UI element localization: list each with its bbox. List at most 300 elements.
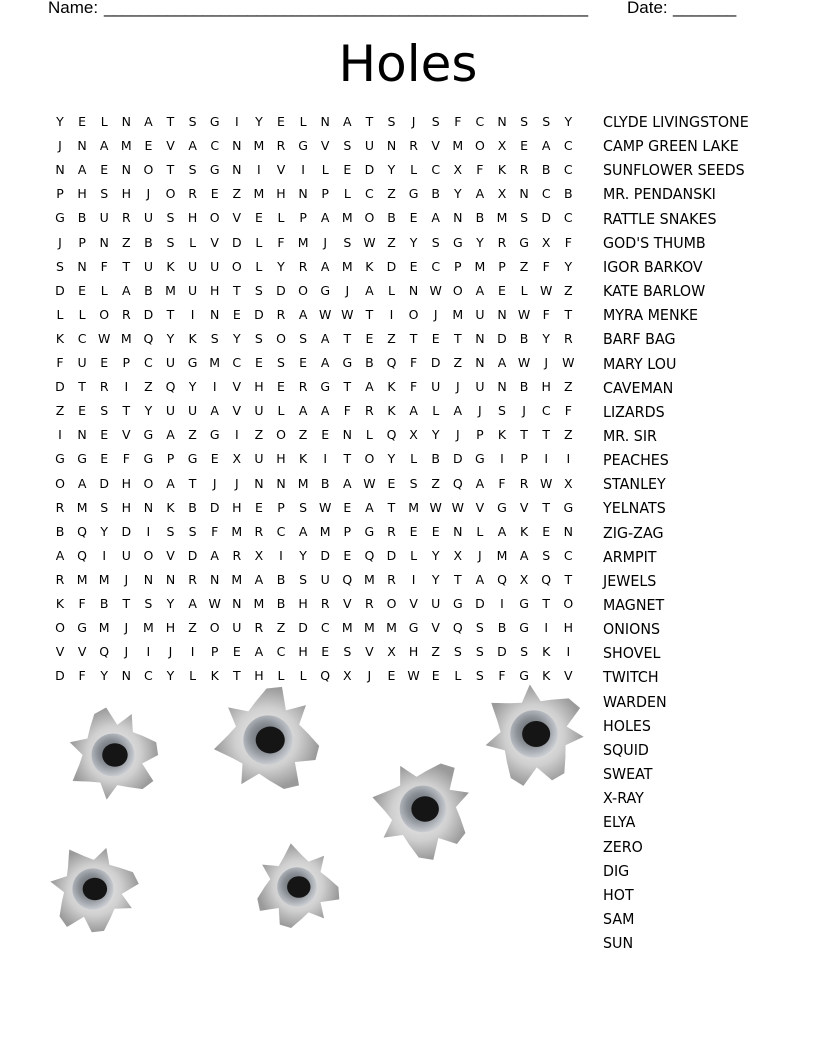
grid-letter[interactable]: W [429, 499, 442, 515]
grid-letter[interactable]: J [367, 668, 372, 684]
grid-letter[interactable]: T [166, 162, 175, 178]
grid-letter[interactable]: D [497, 330, 507, 346]
grid-letter[interactable]: K [166, 499, 175, 515]
grid-letter[interactable]: N [519, 186, 529, 202]
grid-letter[interactable]: A [475, 186, 485, 202]
grid-letter[interactable]: K [387, 403, 396, 419]
grid-letter[interactable]: I [566, 644, 571, 660]
grid-letter[interactable]: G [452, 234, 463, 250]
grid-letter[interactable]: Z [519, 258, 529, 274]
grid-letter[interactable]: M [76, 499, 88, 515]
grid-letter[interactable]: A [188, 596, 197, 611]
grid-letter[interactable]: E [254, 355, 263, 370]
grid-letter[interactable]: J [212, 475, 217, 491]
grid-letter[interactable]: E [210, 186, 219, 202]
grid-letter[interactable]: T [453, 330, 462, 346]
grid-letter[interactable]: L [255, 258, 263, 274]
grid-letter[interactable]: H [121, 186, 131, 202]
grid-letter[interactable]: M [386, 620, 397, 636]
grid-letter[interactable]: J [146, 186, 151, 202]
grid-letter[interactable]: M [120, 138, 132, 154]
grid-letter[interactable]: N [497, 306, 507, 322]
grid-letter[interactable]: L [343, 186, 351, 202]
grid-letter[interactable]: N [121, 668, 131, 684]
grid-letter[interactable]: O [165, 186, 176, 202]
grid-letter[interactable]: G [209, 162, 220, 178]
grid-letter[interactable]: G [563, 499, 574, 515]
grid-letter[interactable]: A [497, 523, 507, 539]
grid-letter[interactable]: U [364, 138, 374, 154]
grid-letter[interactable]: J [433, 306, 438, 322]
grid-letter[interactable]: I [190, 306, 195, 322]
grid-letter[interactable]: F [277, 234, 285, 250]
grid-letter[interactable]: P [277, 499, 285, 515]
grid-letter[interactable]: S [520, 210, 529, 226]
grid-letter[interactable]: N [143, 499, 154, 515]
grid-letter[interactable]: V [122, 427, 131, 443]
grid-letter[interactable]: H [408, 644, 419, 660]
grid-letter[interactable]: I [102, 547, 107, 563]
grid-letter[interactable]: A [343, 475, 352, 491]
grid-letter[interactable]: E [431, 668, 440, 684]
grid-letter[interactable]: G [497, 499, 507, 515]
grid-letter[interactable]: N [232, 596, 242, 611]
grid-letter[interactable]: E [277, 114, 285, 129]
grid-letter[interactable]: V [77, 644, 87, 660]
name-field[interactable]: ______________________________________________________ [104, 0, 588, 17]
grid-letter[interactable]: V [475, 499, 485, 515]
grid-letter[interactable]: B [387, 210, 396, 226]
grid-letter[interactable]: I [234, 114, 239, 129]
grid-letter[interactable]: J [345, 282, 350, 298]
grid-letter[interactable]: S [277, 355, 285, 370]
grid-letter[interactable]: U [475, 306, 485, 322]
grid-letter[interactable]: M [253, 186, 265, 202]
grid-letter[interactable]: A [298, 306, 308, 322]
grid-letter[interactable]: D [143, 306, 154, 322]
grid-letter[interactable]: G [55, 210, 65, 226]
grid-letter[interactable]: K [166, 258, 175, 274]
grid-letter[interactable]: S [475, 668, 484, 684]
grid-letter[interactable]: T [188, 475, 197, 491]
grid-letter[interactable]: F [100, 258, 108, 274]
grid-letter[interactable]: M [496, 210, 508, 226]
grid-letter[interactable]: N [121, 162, 131, 178]
grid-letter[interactable]: A [210, 403, 219, 419]
grid-letter[interactable]: S [299, 499, 308, 515]
grid-letter[interactable]: M [341, 258, 353, 274]
grid-letter[interactable]: Q [165, 379, 176, 395]
grid-letter[interactable]: A [541, 138, 551, 154]
grid-letter[interactable]: O [143, 547, 154, 563]
grid-letter[interactable]: N [342, 427, 352, 443]
grid-letter[interactable]: C [144, 355, 153, 370]
grid-letter[interactable]: N [210, 306, 220, 322]
grid-letter[interactable]: M [297, 475, 309, 491]
grid-letter[interactable]: L [299, 114, 307, 129]
grid-letter[interactable]: D [386, 547, 397, 563]
grid-letter[interactable]: E [232, 306, 241, 322]
grid-letter[interactable]: Y [144, 403, 153, 419]
grid-letter[interactable]: T [542, 427, 550, 443]
grid-letter[interactable]: D [99, 475, 109, 491]
grid-letter[interactable]: A [475, 282, 485, 298]
grid-letter[interactable]: J [58, 138, 62, 154]
grid-letter[interactable]: F [542, 258, 550, 274]
grid-letter[interactable]: F [78, 668, 86, 684]
grid-letter[interactable]: A [320, 210, 330, 226]
grid-letter[interactable]: R [365, 403, 374, 419]
grid-letter[interactable]: Q [99, 644, 110, 660]
grid-letter[interactable]: L [321, 162, 329, 178]
grid-letter[interactable]: O [452, 282, 463, 298]
grid-letter[interactable]: V [409, 596, 418, 611]
grid-letter[interactable]: N [232, 162, 242, 178]
grid-letter[interactable]: H [232, 499, 242, 515]
grid-letter[interactable]: P [166, 451, 175, 467]
grid-letter[interactable]: Q [541, 571, 552, 587]
grid-letter[interactable]: V [365, 644, 374, 660]
grid-letter[interactable]: Y [431, 571, 440, 587]
grid-letter[interactable]: L [100, 114, 108, 129]
grid-letter[interactable]: U [165, 403, 176, 419]
grid-letter[interactable]: R [387, 571, 396, 587]
grid-letter[interactable]: A [122, 282, 131, 298]
grid-letter[interactable]: X [497, 186, 507, 202]
grid-letter[interactable]: J [323, 234, 328, 250]
grid-letter[interactable]: I [146, 523, 151, 539]
grid-letter[interactable]: P [520, 451, 528, 467]
grid-letter[interactable]: W [429, 282, 442, 298]
grid-letter[interactable]: D [55, 282, 65, 298]
grid-letter[interactable]: L [189, 234, 197, 250]
grid-letter[interactable]: D [254, 306, 264, 322]
grid-letter[interactable]: X [453, 547, 463, 563]
grid-letter[interactable]: C [276, 523, 286, 539]
grid-letter[interactable]: P [56, 186, 64, 202]
grid-letter[interactable]: R [276, 306, 286, 322]
grid-letter[interactable]: C [431, 258, 441, 274]
grid-letter[interactable]: Y [232, 330, 241, 346]
grid-letter[interactable]: S [409, 475, 418, 491]
grid-letter[interactable]: F [476, 162, 484, 178]
grid-letter[interactable]: R [298, 258, 308, 274]
grid-letter[interactable]: U [188, 258, 198, 274]
grid-letter[interactable]: M [165, 282, 176, 298]
grid-letter[interactable]: Z [431, 644, 440, 660]
grid-letter[interactable]: D [475, 596, 485, 611]
grid-letter[interactable]: U [254, 451, 264, 467]
grid-letter[interactable]: N [210, 571, 220, 587]
grid-letter[interactable]: S [166, 234, 175, 250]
grid-letter[interactable]: T [542, 596, 550, 611]
grid-letter[interactable]: U [143, 210, 153, 226]
grid-letter[interactable]: E [100, 355, 109, 370]
grid-letter[interactable]: T [564, 306, 573, 322]
grid-letter[interactable]: E [431, 330, 440, 346]
grid-letter[interactable]: R [563, 330, 573, 346]
grid-letter[interactable]: D [452, 451, 463, 467]
grid-letter[interactable]: P [498, 258, 506, 274]
grid-letter[interactable]: R [320, 596, 330, 611]
grid-letter[interactable]: A [365, 379, 374, 395]
grid-letter[interactable]: Q [143, 330, 154, 346]
grid-letter[interactable]: W [407, 668, 420, 684]
grid-letter[interactable]: A [166, 475, 175, 491]
grid-letter[interactable]: T [122, 403, 131, 419]
grid-letter[interactable]: N [55, 162, 65, 178]
grid-letter[interactable]: Y [387, 162, 396, 178]
grid-letter[interactable]: Z [55, 403, 65, 419]
grid-letter[interactable]: A [475, 571, 485, 587]
grid-letter[interactable]: I [389, 306, 394, 322]
grid-letter[interactable]: T [166, 114, 175, 129]
grid-letter[interactable]: Z [298, 427, 308, 443]
grid-letter[interactable]: T [365, 114, 374, 129]
grid-letter[interactable]: M [341, 210, 353, 226]
grid-letter[interactable]: Y [188, 379, 197, 395]
grid-letter[interactable]: N [143, 571, 154, 587]
grid-letter[interactable]: K [542, 668, 551, 684]
grid-letter[interactable]: U [188, 403, 198, 419]
grid-letter[interactable]: T [232, 282, 241, 298]
grid-letter[interactable]: F [454, 114, 462, 129]
grid-letter[interactable]: Y [299, 547, 307, 563]
grid-letter[interactable]: F [564, 234, 572, 250]
grid-letter[interactable]: T [409, 330, 418, 346]
grid-letter[interactable]: X [409, 427, 418, 443]
grid-letter[interactable]: W [208, 596, 221, 611]
grid-letter[interactable]: Z [564, 379, 573, 395]
grid-letter[interactable]: J [478, 403, 482, 419]
grid-letter[interactable]: F [343, 403, 351, 419]
grid-letter[interactable]: S [100, 499, 109, 515]
grid-letter[interactable]: E [409, 210, 418, 226]
grid-letter[interactable]: K [497, 427, 507, 443]
grid-letter[interactable]: O [298, 282, 309, 298]
grid-letter[interactable]: A [77, 475, 87, 491]
grid-letter[interactable]: B [365, 355, 374, 370]
grid-letter[interactable]: V [232, 210, 242, 226]
grid-letter[interactable]: O [563, 596, 574, 611]
grid-letter[interactable]: Q [386, 355, 397, 370]
grid-letter[interactable]: S [520, 644, 529, 660]
grid-letter[interactable]: Z [254, 427, 264, 443]
grid-letter[interactable]: U [254, 403, 264, 419]
grid-letter[interactable]: S [343, 644, 352, 660]
grid-letter[interactable]: N [475, 355, 485, 370]
grid-letter[interactable]: B [188, 499, 197, 515]
grid-letter[interactable]: B [276, 571, 286, 587]
grid-letter[interactable]: R [365, 596, 374, 611]
grid-letter[interactable]: S [299, 330, 308, 346]
grid-letter[interactable]: J [58, 234, 62, 250]
grid-letter[interactable]: Q [497, 571, 507, 587]
grid-letter[interactable]: Y [166, 668, 175, 684]
grid-letter[interactable]: X [564, 475, 573, 491]
grid-letter[interactable]: R [298, 379, 308, 395]
grid-letter[interactable]: B [475, 210, 485, 226]
grid-letter[interactable]: H [541, 379, 551, 395]
grid-letter[interactable]: K [298, 451, 308, 467]
grid-letter[interactable]: E [431, 523, 440, 539]
grid-letter[interactable]: V [519, 499, 529, 515]
grid-letter[interactable]: G [143, 451, 154, 467]
grid-letter[interactable]: B [431, 451, 440, 467]
grid-letter[interactable]: S [100, 403, 109, 419]
grid-letter[interactable]: Z [188, 427, 197, 443]
grid-letter[interactable]: M [231, 571, 243, 587]
grid-letter[interactable]: K [188, 330, 197, 346]
grid-letter[interactable]: E [254, 210, 263, 226]
grid-letter[interactable]: T [166, 306, 175, 322]
grid-letter[interactable]: A [475, 475, 485, 491]
grid-letter[interactable]: U [232, 620, 242, 636]
grid-letter[interactable]: Y [56, 114, 64, 129]
grid-letter[interactable]: U [121, 547, 131, 563]
grid-letter[interactable]: U [77, 355, 87, 370]
grid-letter[interactable]: I [411, 571, 416, 587]
grid-letter[interactable]: O [364, 210, 375, 226]
grid-letter[interactable]: Z [144, 379, 153, 395]
grid-letter[interactable]: A [320, 403, 330, 419]
grid-letter[interactable]: K [497, 162, 507, 178]
grid-letter[interactable]: U [320, 571, 330, 587]
grid-letter[interactable]: Z [232, 186, 242, 202]
grid-letter[interactable]: A [210, 547, 219, 563]
grid-letter[interactable]: E [299, 355, 308, 370]
grid-letter[interactable]: G [209, 114, 220, 129]
grid-letter[interactable]: G [320, 282, 331, 298]
grid-letter[interactable]: F [211, 523, 219, 539]
grid-letter[interactable]: B [431, 186, 440, 202]
grid-letter[interactable]: G [342, 355, 353, 370]
grid-letter[interactable]: I [146, 644, 151, 660]
grid-letter[interactable]: O [408, 306, 419, 322]
grid-letter[interactable]: O [143, 475, 154, 491]
grid-letter[interactable]: E [409, 258, 418, 274]
grid-letter[interactable]: U [431, 596, 441, 611]
grid-letter[interactable]: A [77, 162, 87, 178]
grid-letter[interactable]: T [387, 499, 396, 515]
grid-letter[interactable]: X [541, 234, 551, 250]
grid-letter[interactable]: G [187, 451, 198, 467]
date-field[interactable]: _______ [673, 0, 736, 17]
grid-letter[interactable]: B [519, 330, 529, 346]
grid-letter[interactable]: D [55, 668, 65, 684]
grid-letter[interactable]: S [343, 234, 352, 250]
grid-letter[interactable]: M [142, 620, 154, 636]
grid-letter[interactable]: C [232, 355, 242, 370]
grid-letter[interactable]: J [455, 427, 460, 443]
grid-letter[interactable]: I [500, 451, 504, 467]
grid-letter[interactable]: I [234, 427, 239, 443]
grid-letter[interactable]: Z [188, 620, 197, 636]
grid-letter[interactable]: L [56, 306, 64, 322]
grid-letter[interactable]: S [188, 162, 197, 178]
grid-letter[interactable]: H [254, 379, 264, 395]
grid-letter[interactable]: J [544, 355, 549, 370]
grid-letter[interactable]: R [188, 186, 197, 202]
grid-letter[interactable]: Z [387, 186, 396, 202]
grid-letter[interactable]: E [78, 282, 87, 298]
grid-letter[interactable]: M [76, 571, 88, 587]
grid-letter[interactable]: A [519, 547, 529, 563]
grid-letter[interactable]: X [254, 547, 264, 563]
grid-letter[interactable]: G [408, 186, 419, 202]
grid-letter[interactable]: E [542, 523, 551, 539]
grid-letter[interactable]: W [319, 306, 332, 322]
grid-letter[interactable]: E [387, 668, 396, 684]
grid-letter[interactable]: N [320, 114, 330, 129]
grid-letter[interactable]: Z [564, 427, 573, 443]
grid-letter[interactable]: L [189, 668, 197, 684]
grid-letter[interactable]: W [98, 330, 111, 346]
grid-letter[interactable]: R [254, 523, 264, 539]
grid-letter[interactable]: M [408, 499, 419, 515]
grid-letter[interactable]: I [323, 451, 328, 467]
grid-letter[interactable]: Y [100, 668, 108, 684]
grid-letter[interactable]: M [452, 306, 464, 322]
grid-letter[interactable]: Y [453, 186, 462, 202]
grid-letter[interactable]: C [276, 644, 286, 660]
grid-letter[interactable]: C [77, 330, 87, 346]
grid-letter[interactable]: S [453, 644, 462, 660]
grid-letter[interactable]: M [474, 258, 486, 274]
grid-letter[interactable]: S [210, 330, 219, 346]
grid-letter[interactable]: U [188, 282, 198, 298]
grid-letter[interactable]: T [343, 379, 352, 395]
grid-letter[interactable]: A [298, 403, 308, 419]
grid-letter[interactable]: A [343, 114, 352, 129]
grid-letter[interactable]: Q [342, 571, 353, 587]
grid-letter[interactable]: I [544, 451, 549, 467]
grid-letter[interactable]: T [232, 668, 241, 684]
grid-letter[interactable]: E [100, 427, 109, 443]
grid-letter[interactable]: R [276, 138, 286, 154]
grid-letter[interactable]: S [254, 282, 263, 298]
grid-letter[interactable]: T [564, 571, 573, 587]
grid-letter[interactable]: C [431, 162, 441, 178]
grid-letter[interactable]: N [497, 114, 507, 129]
grid-letter[interactable]: M [452, 138, 464, 154]
grid-letter[interactable]: F [542, 306, 550, 322]
grid-letter[interactable]: R [254, 620, 264, 636]
grid-letter[interactable]: I [279, 547, 283, 563]
grid-letter[interactable]: B [77, 210, 87, 226]
grid-letter[interactable]: D [187, 547, 198, 563]
grid-letter[interactable]: J [522, 403, 526, 419]
grid-letter[interactable]: X [453, 162, 463, 178]
grid-letter[interactable]: Y [564, 258, 573, 274]
grid-letter[interactable]: E [321, 644, 330, 660]
grid-letter[interactable]: S [542, 547, 551, 563]
grid-letter[interactable]: Q [386, 427, 397, 443]
grid-letter[interactable]: Y [431, 547, 440, 563]
grid-letter[interactable]: W [451, 499, 464, 515]
grid-letter[interactable]: W [562, 355, 575, 370]
grid-letter[interactable]: Y [542, 330, 550, 346]
grid-letter[interactable]: E [498, 282, 506, 298]
grid-letter[interactable]: I [500, 596, 504, 611]
grid-letter[interactable]: H [298, 644, 308, 660]
grid-letter[interactable]: B [564, 186, 573, 202]
grid-letter[interactable]: P [299, 210, 307, 226]
grid-letter[interactable]: S [387, 114, 396, 129]
grid-letter[interactable]: P [454, 258, 462, 274]
grid-letter[interactable]: S [188, 114, 197, 129]
grid-letter[interactable]: W [319, 499, 332, 515]
